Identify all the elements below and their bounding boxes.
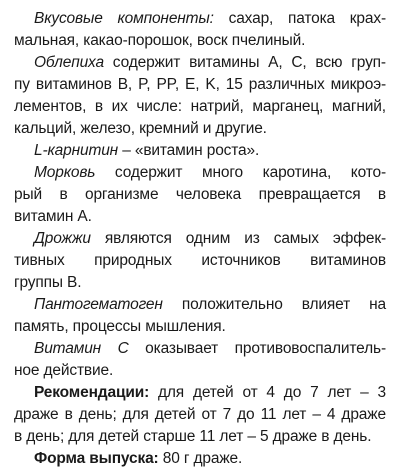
text-line — [34, 382, 386, 404]
word: в — [64, 406, 73, 423]
word: содержит — [112, 54, 181, 71]
word: витамины — [189, 54, 260, 71]
word: драже — [341, 406, 386, 423]
word: 7 — [222, 406, 232, 423]
word: Дрожжи — [34, 230, 91, 247]
word: – — [312, 406, 321, 423]
word: 15 — [225, 76, 243, 93]
word: драже — [14, 406, 59, 423]
text-line — [34, 8, 386, 30]
word: влияет — [301, 296, 351, 313]
word: натрий, — [190, 98, 244, 115]
word: в — [377, 186, 386, 203]
bold-heading: Форма выпуска: — [34, 450, 159, 467]
word: пу — [14, 76, 30, 93]
word: в — [94, 98, 103, 115]
word: много — [201, 164, 243, 181]
word: C, — [291, 54, 307, 71]
word: 7 — [310, 384, 319, 401]
text-line — [14, 118, 386, 140]
word: 11 — [260, 406, 277, 423]
text-line — [34, 448, 386, 470]
word: магний, — [331, 98, 386, 115]
word: детей — [154, 406, 196, 423]
word: различных — [248, 76, 325, 93]
word: рый — [14, 186, 42, 203]
word: от — [242, 384, 258, 401]
word: Витамин — [34, 340, 102, 357]
word: C — [117, 340, 129, 357]
word: природных — [94, 252, 172, 269]
word: 4 — [266, 384, 275, 401]
word: 4 — [326, 406, 336, 423]
word: Рекомендации: — [34, 384, 150, 401]
word: крах- — [349, 10, 386, 27]
text-line — [34, 162, 386, 184]
text-segment: – «витамин роста». — [118, 142, 260, 159]
text-segment: память, процессы мышления. — [14, 318, 226, 335]
word: патока — [287, 10, 336, 27]
word: оказывает — [145, 340, 219, 357]
word: E, — [185, 76, 200, 93]
word: от — [201, 406, 217, 423]
word: – — [360, 384, 369, 401]
word: числе: — [136, 98, 182, 115]
text-line — [14, 316, 386, 338]
text-line — [34, 294, 386, 316]
italic-term: L-карнитин — [34, 142, 119, 159]
word: Пантогематоген — [34, 296, 163, 313]
word: из — [244, 230, 260, 247]
word: каротина, — [262, 164, 332, 181]
text-segment: кальций, железо, кремний и другие. — [14, 120, 267, 137]
word: содержит — [114, 164, 183, 181]
word: Морковь — [34, 164, 96, 181]
text-segment: 80 г драже. — [158, 450, 243, 467]
word: противовоспалитель- — [234, 340, 386, 357]
word: витаминов — [35, 76, 112, 93]
text-line — [34, 228, 386, 250]
text-segment: ное действие. — [14, 362, 114, 379]
word: человека — [175, 186, 242, 203]
text-segment: витамин A. — [14, 208, 92, 225]
word: для — [122, 406, 149, 423]
word: P, — [138, 76, 151, 93]
word: 3 — [377, 384, 386, 401]
word: их — [111, 98, 128, 115]
word: PP, — [156, 76, 179, 93]
word: самых — [273, 230, 319, 247]
word: марганец, — [252, 98, 324, 115]
word: сахар, — [228, 10, 274, 27]
word: B, — [117, 76, 133, 93]
word: груп- — [351, 54, 386, 71]
text-segment: группы B. — [14, 274, 82, 291]
word: положительно — [181, 296, 283, 313]
word: тивных — [14, 252, 65, 269]
word: являются — [104, 230, 172, 247]
word: источников — [201, 252, 281, 269]
word: на — [369, 296, 386, 313]
word: Вкусовые — [34, 10, 103, 27]
word: всю — [315, 54, 343, 71]
word: микроэ- — [330, 76, 386, 93]
word: эффек- — [332, 230, 386, 247]
word: в — [59, 186, 68, 203]
text-line — [14, 96, 386, 118]
word: одним — [185, 230, 231, 247]
word: кото- — [350, 164, 386, 181]
text-line — [14, 404, 386, 426]
word: Облепиха — [34, 54, 104, 71]
word: превращается — [258, 186, 361, 203]
word: детей — [192, 384, 234, 401]
text-line — [34, 52, 386, 74]
text-line — [14, 360, 386, 382]
word: A, — [268, 54, 283, 71]
text-line — [14, 250, 386, 272]
text-line — [34, 338, 386, 360]
text-line — [14, 74, 386, 96]
text-segment: мальная, какао-порошок, воск пчелиный. — [14, 32, 306, 49]
text-line — [14, 206, 386, 228]
text-line — [14, 184, 386, 206]
word: день; — [78, 406, 117, 423]
text-line — [14, 272, 386, 294]
word: компоненты: — [117, 10, 214, 27]
text-line — [14, 30, 386, 52]
word: до — [237, 406, 255, 423]
text-line — [14, 426, 386, 448]
text-segment: в день; для детей старше 11 лет – 5 драже в день. — [14, 428, 372, 445]
text-line — [34, 140, 386, 162]
word: K, — [205, 76, 220, 93]
word: лет — [282, 406, 307, 423]
word: витаминов — [310, 252, 386, 269]
word: для — [158, 384, 185, 401]
word: организме — [84, 186, 159, 203]
word: лементов, — [14, 98, 87, 115]
word: лет — [327, 384, 352, 401]
word: до — [283, 384, 302, 401]
